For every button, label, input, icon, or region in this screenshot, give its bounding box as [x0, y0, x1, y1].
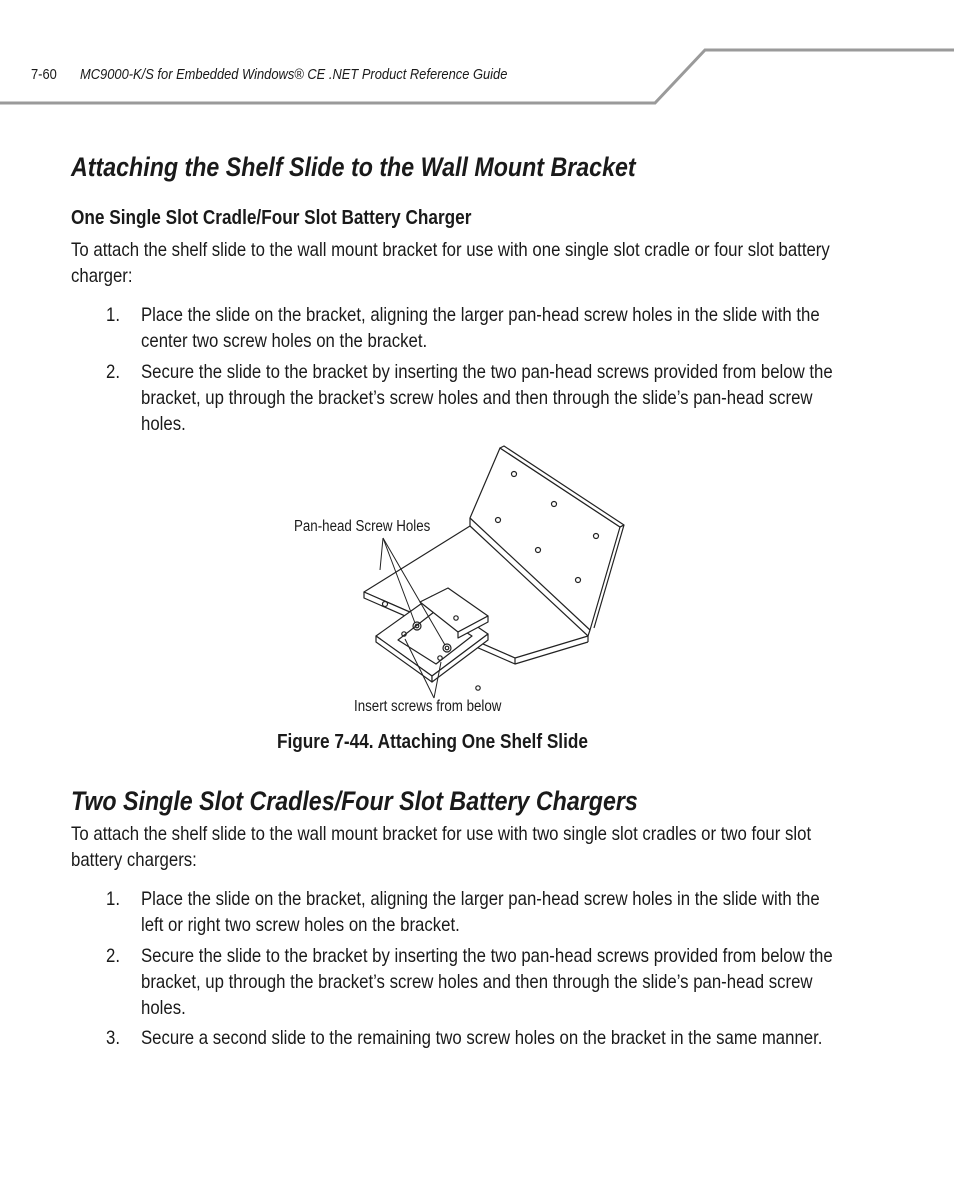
step-number: 1. [106, 304, 120, 326]
step-text: Secure a second slide to the remaining two screw holes on the bracket in the same manner. [141, 1027, 823, 1049]
step-text: Place the slide on the bracket, aligning the larger pan-head screw holes in the slide with the center two screw holes on the bracket. [141, 304, 820, 352]
step-text: Secure the slide to the bracket by inserting the two pan-head screws provided from below the bracket, up through the bracket’s screw holes and then through the slide’s pan-head screw holes. [141, 361, 833, 435]
bracket-illustration [280, 440, 660, 725]
step-number: 1. [106, 888, 120, 910]
page-number: 7-60 [31, 66, 57, 83]
section2-intro: To attach the shelf slide to the wall mount bracket for use with two single slot cradles or two four slot battery chargers: [71, 823, 812, 871]
label-insert-screws: Insert screws from below [354, 698, 502, 715]
running-title: MC9000-K/S for Embedded Windows® CE .NET Product Reference Guide [80, 66, 508, 83]
figure-shelf-slide [280, 440, 660, 725]
figure-caption: Figure 7-44. Attaching One Shelf Slide [277, 731, 588, 753]
step-text: Secure the slide to the bracket by inserting the two pan-head screws provided from below the bracket, up through the bracket’s screw holes and then through the slide’s pan-head screw holes. [141, 945, 833, 1019]
step-number: 3. [106, 1027, 120, 1049]
subsection-heading: One Single Slot Cradle/Four Slot Battery Charger [71, 207, 472, 229]
step-text: Place the slide on the bracket, aligning the larger pan-head screw holes in the slide with the left or right two screw holes on the bracket. [141, 888, 820, 936]
label-screw-holes: Pan-head Screw Holes [294, 518, 431, 535]
page-header [0, 0, 954, 110]
section-heading-1: Attaching the Shelf Slide to the Wall Mount Bracket [71, 152, 636, 182]
section1-intro: To attach the shelf slide to the wall mount bracket for use with one single slot cradle or four slot battery charger: [71, 239, 830, 287]
section-heading-2: Two Single Slot Cradles/Four Slot Battery Chargers [71, 786, 638, 816]
step-number: 2. [106, 361, 120, 383]
step-number: 2. [106, 945, 120, 967]
header-rule [0, 0, 954, 110]
